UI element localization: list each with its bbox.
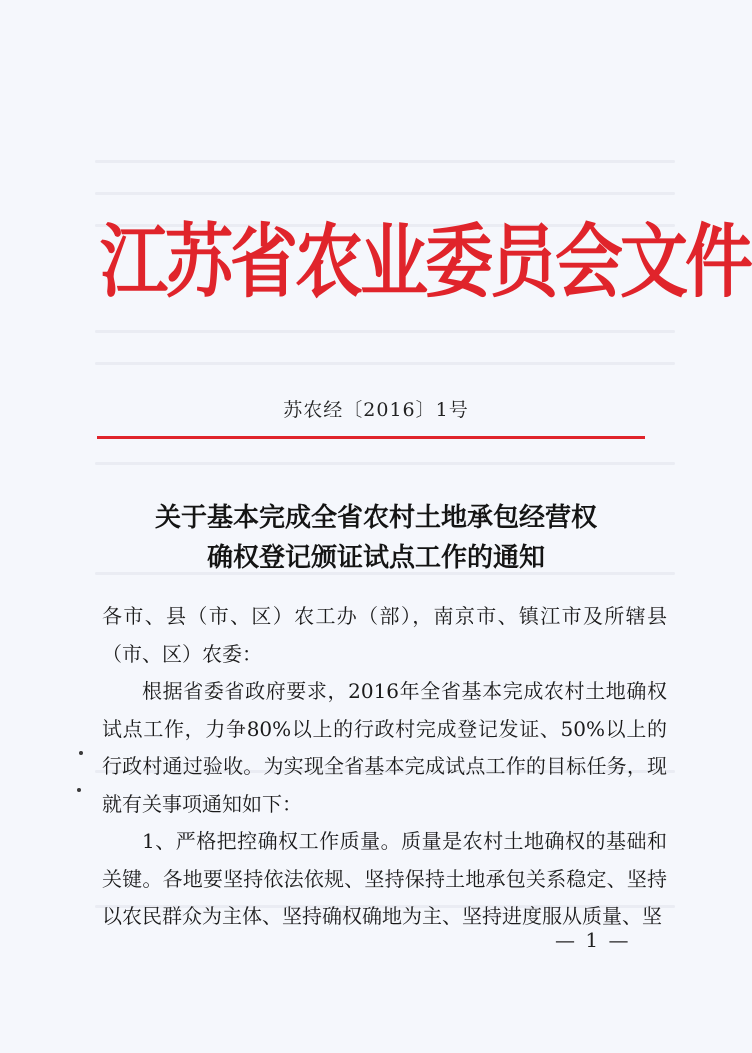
document-number: 苏农经〔2016〕1号 <box>283 399 469 421</box>
notice-title-line-2: 确权登记颁证试点工作的通知 <box>206 543 545 573</box>
bleed-through <box>95 160 675 163</box>
notice-title <box>0 498 752 578</box>
paragraph-item-1: 1、严格把控确权工作质量。质量是农村土地确权的基础和关键。各地要坚持依法依规、坚持保持土地承包关系稳定、坚持以农民群众为主体、坚持确权确地为主、坚持进度服从质量、坚 <box>102 829 667 928</box>
notice-title-line-1: 关于基本完成全省农村土地承包经营权 <box>154 503 597 533</box>
bleed-through <box>95 330 675 333</box>
red-divider-line <box>97 436 645 439</box>
scan-speck <box>77 788 81 792</box>
scan-speck <box>79 751 83 755</box>
addressee: 各市、县（市、区）农工办（部），南京市、镇江市及所辖县（市、区）农委： <box>102 604 667 666</box>
bleed-through <box>95 362 675 365</box>
paragraph-intro: 根据省委省政府要求，2016年全省基本完成农村土地确权试点工作，力争80%以上的行政村完成登记发证、50%以上的行政村通过验收。为实现全省基本完成试点工作的目标任务，现就有关事项通知如下： <box>102 679 667 816</box>
page-number: — 1 — <box>555 928 631 952</box>
bleed-through <box>95 192 675 195</box>
issuer-title: 江苏省农业委员会文件 <box>100 215 751 310</box>
bleed-through <box>95 462 675 465</box>
body-text <box>102 598 667 936</box>
